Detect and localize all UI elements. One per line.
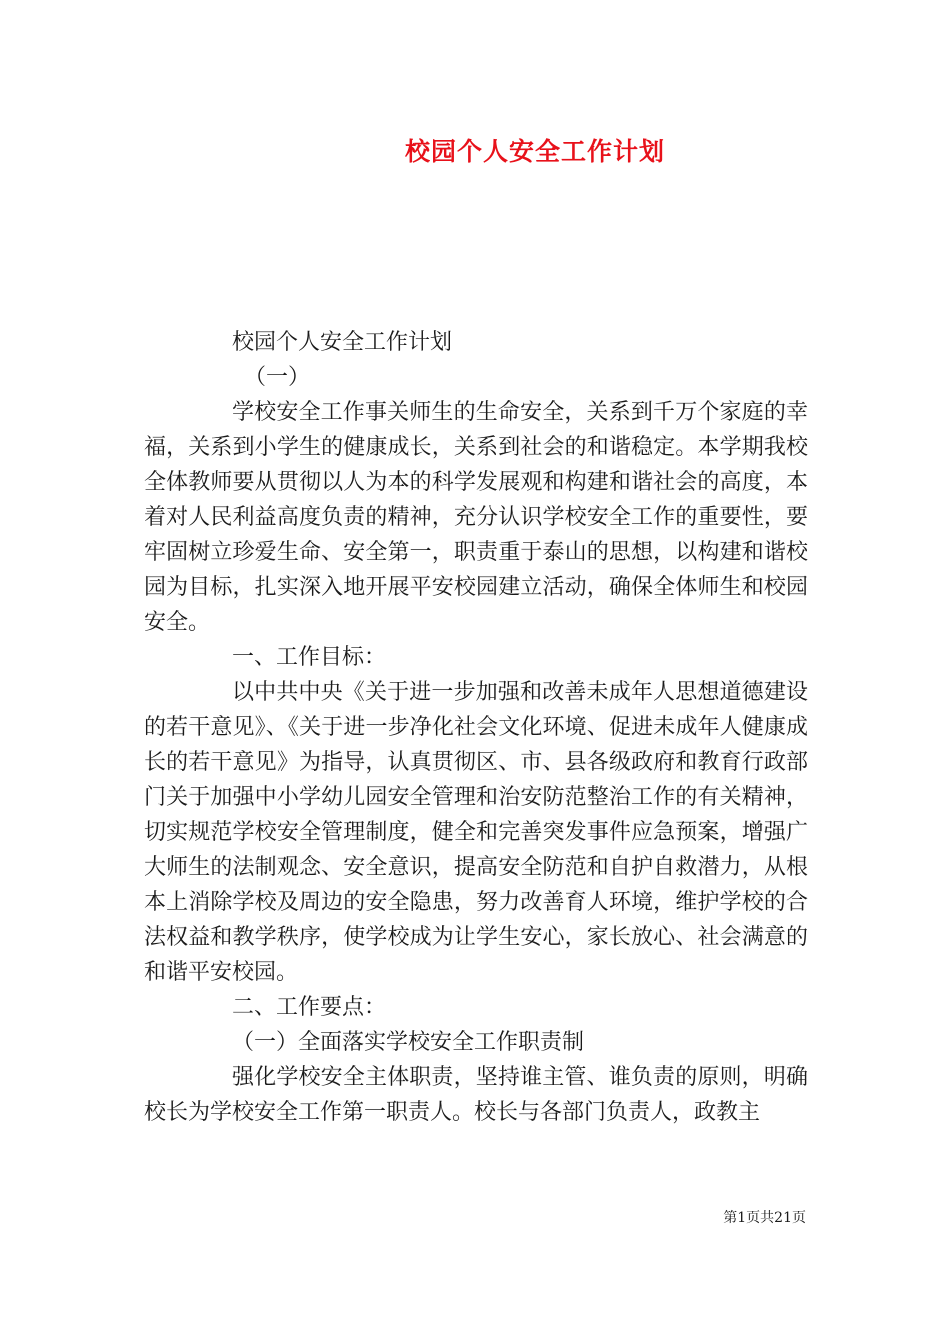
section-marker: （一） bbox=[244, 365, 311, 390]
document-title: 校园个人安全工作计划 bbox=[404, 137, 665, 166]
section-heading-keypoints: 二、工作要点： bbox=[232, 995, 387, 1020]
paragraph: 强化学校安全主体职责，坚持谁主管、谁负责的原则，明确校长为学校安全工作第一职责人。校长与各部门负责人，政教主 bbox=[144, 1065, 808, 1125]
document-subtitle: 校园个人安全工作计划 bbox=[232, 330, 453, 355]
subsection-heading: （一）全面落实学校安全工作职责制 bbox=[232, 1030, 585, 1055]
page-number: 第1页共21页 bbox=[723, 1210, 806, 1226]
section-heading-goals: 一、工作目标： bbox=[232, 645, 387, 670]
paragraph: 学校安全工作事关师生的生命安全，关系到千万个家庭的幸福，关系到小学生的健康成长，关系到社会的和谐稳定。本学期我校全体教师要从贯彻以人为本的科学发展观和构建和谐社会的高度，本着对人民利益高度负责的精神，充分认识学校安全工作的重要性，要牢固树立珍爱生命、安全第一，职责重于泰山的思想，以构建和谐校园为目标，扎实深入地开展平安校园建立活动，确保全体师生和校园安全。 bbox=[144, 400, 808, 635]
paragraph: 以中共中央《关于进一步加强和改善未成年人思想道德建设的若干意见》、《关于进一步净化社会文化环境、促进未成年人健康成长的若干意见》为指导，认真贯彻区、市、县各级政府和教育行政部门关于加强中小学幼儿园安全管理和治安防范整治工作的有关精神，切实规范学校安全管理制度，健全和完善突发事件应急预案，增强广大师生的法制观念、安全意识，提高安全防范和自护自救潜力，从根本上消除学校及周边的安全隐患，努力改善育人环境，维护学校的合法权益和教学秩序，使学校成为让学生安心，家长放心、社会满意的和谐平安校园。 bbox=[144, 680, 808, 985]
document-body bbox=[144, 325, 808, 1130]
